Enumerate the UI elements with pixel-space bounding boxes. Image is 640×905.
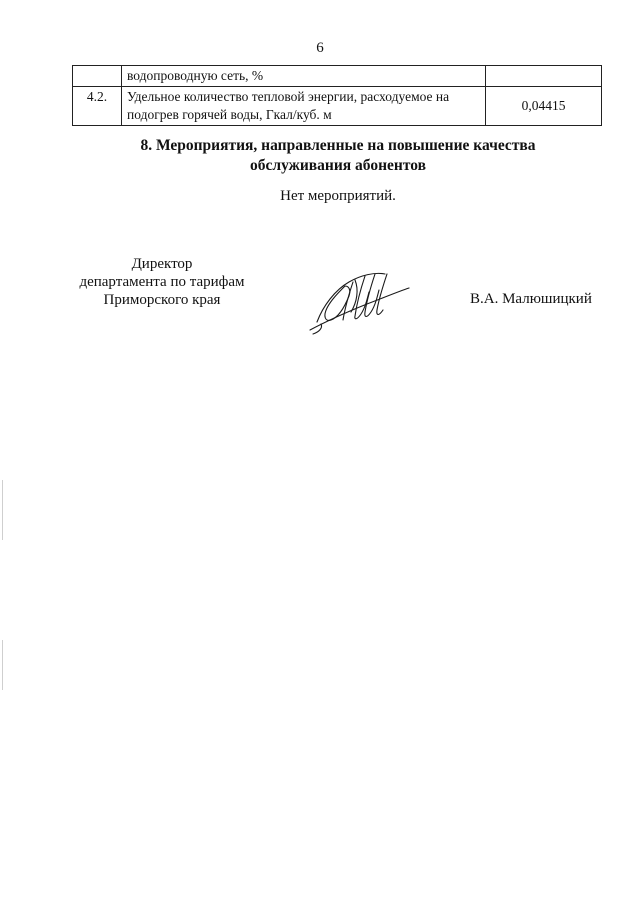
row-description-line: подогрев горячей воды, Гкал/куб. м	[127, 107, 332, 122]
row-description-line: водопроводную сеть, %	[127, 68, 264, 83]
handwritten-signature	[305, 262, 415, 342]
row-value-cell	[486, 66, 602, 87]
section-body-text: Нет мероприятий.	[280, 188, 396, 204]
parameters-table	[72, 65, 602, 126]
table-row	[73, 87, 602, 126]
scan-edge-mark	[2, 480, 3, 540]
row-value-cell: 0,04415	[486, 87, 602, 126]
row-number-cell	[73, 66, 122, 87]
section-title-line: обслуживания абонентов	[250, 157, 426, 174]
table-row	[73, 66, 602, 87]
row-description-cell	[122, 66, 486, 87]
row-description-line: Удельное количество тепловой энергии, расходуемое на	[127, 89, 450, 104]
page-number: 6	[316, 40, 324, 56]
scan-edge-mark	[2, 640, 3, 690]
section-title-line: 8. Мероприятия, направленные на повышение качества	[140, 137, 536, 154]
section-title	[0, 136, 640, 176]
signatory-position-line: Приморского края	[103, 292, 221, 308]
signatory-position-line: Директор	[131, 256, 193, 272]
signatory-position-line: департамента по тарифам	[79, 274, 245, 290]
signatory-position	[62, 255, 262, 309]
signatory-name: В.А. Малюшицкий	[470, 291, 592, 307]
row-description-cell	[122, 87, 486, 126]
row-number-cell: 4.2.	[73, 87, 122, 126]
